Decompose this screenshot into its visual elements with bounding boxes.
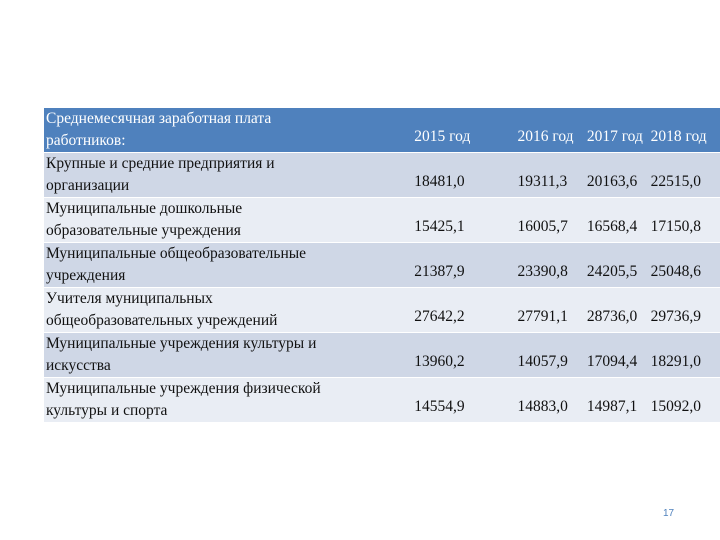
header-year-2016: 2016 год bbox=[506, 108, 587, 153]
value-cell-2016: 14883,0 bbox=[506, 378, 587, 423]
value-cell-2018: 29736,9 bbox=[651, 288, 720, 333]
value-cell-2015: 13960,2 bbox=[376, 333, 505, 378]
header-gap-cell bbox=[360, 108, 376, 153]
value-cell-2017: 14987,1 bbox=[587, 378, 651, 423]
row-label-line: культуры и спорта bbox=[46, 402, 168, 419]
value-cell-2018: 18291,0 bbox=[651, 333, 720, 378]
salary-table bbox=[44, 108, 720, 423]
value-cell-2016: 16005,7 bbox=[506, 198, 587, 243]
row-label-line: Муниципальные дошкольные bbox=[46, 200, 243, 217]
row-label-cell bbox=[44, 333, 360, 378]
gap-cell bbox=[360, 288, 376, 333]
row-label-cell bbox=[44, 378, 360, 423]
row-label-cell bbox=[44, 153, 360, 198]
gap-cell bbox=[360, 243, 376, 288]
row-label-line: Учителя муниципальных bbox=[46, 290, 213, 307]
value-cell-2017: 16568,4 bbox=[587, 198, 651, 243]
value-cell-2018: 15092,0 bbox=[651, 378, 720, 423]
value-cell-2015: 21387,9 bbox=[376, 243, 505, 288]
value-cell-2015: 14554,9 bbox=[376, 378, 505, 423]
row-label-line: искусства bbox=[46, 357, 111, 374]
gap-cell bbox=[360, 153, 376, 198]
value-cell-2017: 20163,6 bbox=[587, 153, 651, 198]
value-cell-2015: 15425,1 bbox=[376, 198, 505, 243]
value-cell-2016: 19311,3 bbox=[506, 153, 587, 198]
row-label-line: Муниципальные учреждения культуры и bbox=[46, 335, 317, 352]
table-row bbox=[44, 153, 720, 198]
header-year-2017: 2017 год bbox=[587, 108, 651, 153]
row-label-line: Муниципальные учреждения физической bbox=[46, 380, 321, 397]
value-cell-2018: 25048,6 bbox=[651, 243, 720, 288]
table-row bbox=[44, 198, 720, 243]
row-label-cell bbox=[44, 288, 360, 333]
value-cell-2017: 28736,0 bbox=[587, 288, 651, 333]
gap-cell bbox=[360, 333, 376, 378]
table-row bbox=[44, 288, 720, 333]
table-row bbox=[44, 378, 720, 423]
row-label-line: образовательные учреждения bbox=[46, 222, 241, 239]
row-label-cell bbox=[44, 198, 360, 243]
row-label-cell bbox=[44, 243, 360, 288]
row-label-line: организации bbox=[46, 177, 130, 194]
header-label-cell bbox=[44, 108, 360, 153]
page-number: 17 bbox=[663, 508, 675, 519]
table-header-row bbox=[44, 108, 720, 153]
value-cell-2015: 27642,2 bbox=[376, 288, 505, 333]
value-cell-2015: 18481,0 bbox=[376, 153, 505, 198]
value-cell-2017: 17094,4 bbox=[587, 333, 651, 378]
value-cell-2016: 23390,8 bbox=[506, 243, 587, 288]
value-cell-2016: 27791,1 bbox=[506, 288, 587, 333]
header-year-2018: 2018 год bbox=[651, 108, 720, 153]
gap-cell bbox=[360, 198, 376, 243]
table-row bbox=[44, 243, 720, 288]
header-label-line-2: работников: bbox=[46, 132, 126, 149]
gap-cell bbox=[360, 378, 376, 423]
value-cell-2016: 14057,9 bbox=[506, 333, 587, 378]
table-row bbox=[44, 333, 720, 378]
value-cell-2017: 24205,5 bbox=[587, 243, 651, 288]
value-cell-2018: 17150,8 bbox=[651, 198, 720, 243]
row-label-line: Муниципальные общеобразовательные bbox=[46, 245, 307, 262]
value-cell-2018: 22515,0 bbox=[651, 153, 720, 198]
row-label-line: Крупные и средние предприятия и bbox=[46, 155, 275, 172]
header-year-2015: 2015 год bbox=[376, 108, 505, 153]
row-label-line: общеобразовательных учреждений bbox=[46, 312, 278, 329]
row-label-line: учреждения bbox=[46, 267, 126, 284]
header-label-line-1: Среднемесячная заработная плата bbox=[46, 110, 272, 127]
